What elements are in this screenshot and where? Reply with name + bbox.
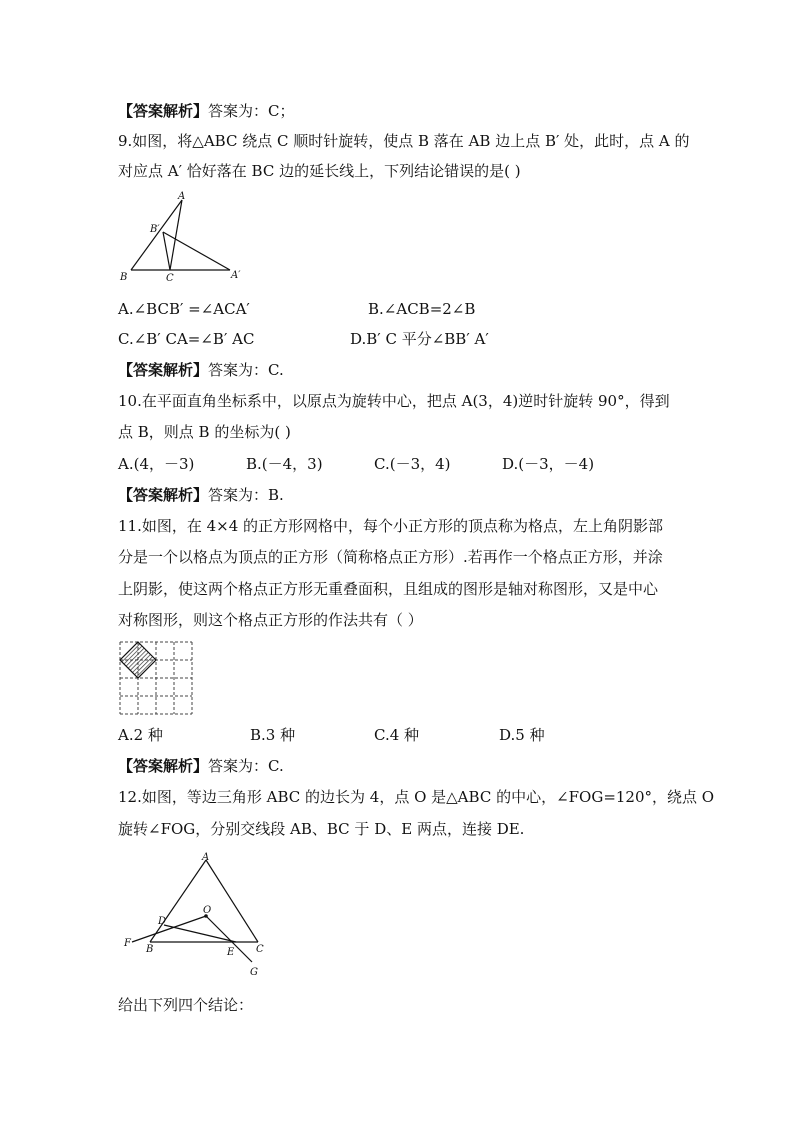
side-AB [150,860,206,942]
label-F: F [124,938,131,949]
segment-DE [164,925,236,942]
question-10-line-1: 10.在平面直角坐标系中，以原点为旋转中心，把点 A(3，4)逆时针旋转 90°，得到 [118,392,670,410]
question-12-figure [118,848,278,980]
answer-label: 【答案解析】 [118,486,209,504]
label-B: B [120,272,128,283]
label-G: G [250,967,258,978]
label-D: D [158,916,167,927]
question-9-option-d: D.B′ C 平分∠BB′ A′ [350,330,489,348]
question-10-option-c: C.(－3，4) [374,455,451,473]
label-O: O [203,905,212,916]
answer-label: 【答案解析】 [118,102,209,120]
segment-AC [170,200,182,270]
segment-B1C [163,232,170,270]
answer-text: 答案为：C. [208,757,284,775]
question-11-grid-figure [120,642,192,714]
question-9-option-a: A.∠BCB′ =∠ACA′ [118,300,250,318]
question-11-option-d: D.5 种 [499,726,545,744]
question-11-option-a: A.2 种 [118,726,163,744]
question-12-line-2: 旋转∠FOG，分别交线段 AB、BC 于 D、E 两点，连接 DE. [118,820,525,838]
question-11-line-1: 11.如图，在 4×4 的正方形网格中，每个小正方形的顶点称为格点，左上角阴影部 [118,517,664,535]
question-12-line-1: 12.如图，等边三角形 ABC 的边长为 4，点 O 是△ABC 的中心，∠FOG=120°，绕点 O [118,788,715,806]
question-11-line-3: 上阴影，使这两个格点正方形无重叠面积，且组成的图形是轴对称图形，又是中心 [118,580,659,598]
answer-text: 答案为：C； [208,102,295,120]
segment-BA [131,200,182,270]
answer-text: 答案为：C. [208,361,284,379]
question-11-line-2: 分是一个以格点为顶点的正方形（简称格点正方形）.若再作一个格点正方形，并涂 [118,548,663,566]
question-10-line-2: 点 B，则点 B 的坐标为( ) [118,423,291,441]
answer-11 [118,757,284,775]
question-9-option-b: B.∠ACB=2∠B [368,300,476,318]
question-11-line-4: 对称图形，则这个格点正方形的作法共有（ ） [118,611,423,629]
label-A-prime: A′ [231,270,241,281]
side-AC [206,860,258,942]
ray-OF [132,916,206,942]
question-10-option-b: B.(－4，3) [246,455,323,473]
question-10-option-a: A.(4，－3) [118,455,195,473]
question-9-figure [118,190,258,282]
answer-9 [118,361,284,379]
label-C: C [256,944,264,955]
label-C: C [166,273,174,284]
label-A: A [178,191,186,202]
question-10-option-d: D.(－3，－4) [502,455,595,473]
question-9-option-c: C.∠B′ CA=∠B′ AC [118,330,255,348]
answer-label: 【答案解析】 [118,361,209,379]
answer-label: 【答案解析】 [118,757,209,775]
label-A: A [202,852,210,863]
answer-8 [118,102,295,120]
label-E: E [227,947,235,958]
question-11-option-b: B.3 种 [250,726,296,744]
question-9-line-1: 9.如图，将△ABC 绕点 C 顺时针旋转，使点 B 落在 AB 边上点 B′ 处，此时，点 A 的 [118,132,690,150]
label-B: B [146,944,154,955]
answer-text: 答案为：B. [208,486,284,504]
question-12-closing: 给出下列四个结论： [118,996,254,1014]
shaded-square [120,642,156,678]
question-9-line-2: 对应点 A′ 恰好落在 BC 边的延长线上，下列结论错误的是( ) [118,162,521,180]
label-B-prime: B′ [150,224,160,235]
question-11-option-c: C.4 种 [374,726,420,744]
answer-10 [118,486,284,504]
